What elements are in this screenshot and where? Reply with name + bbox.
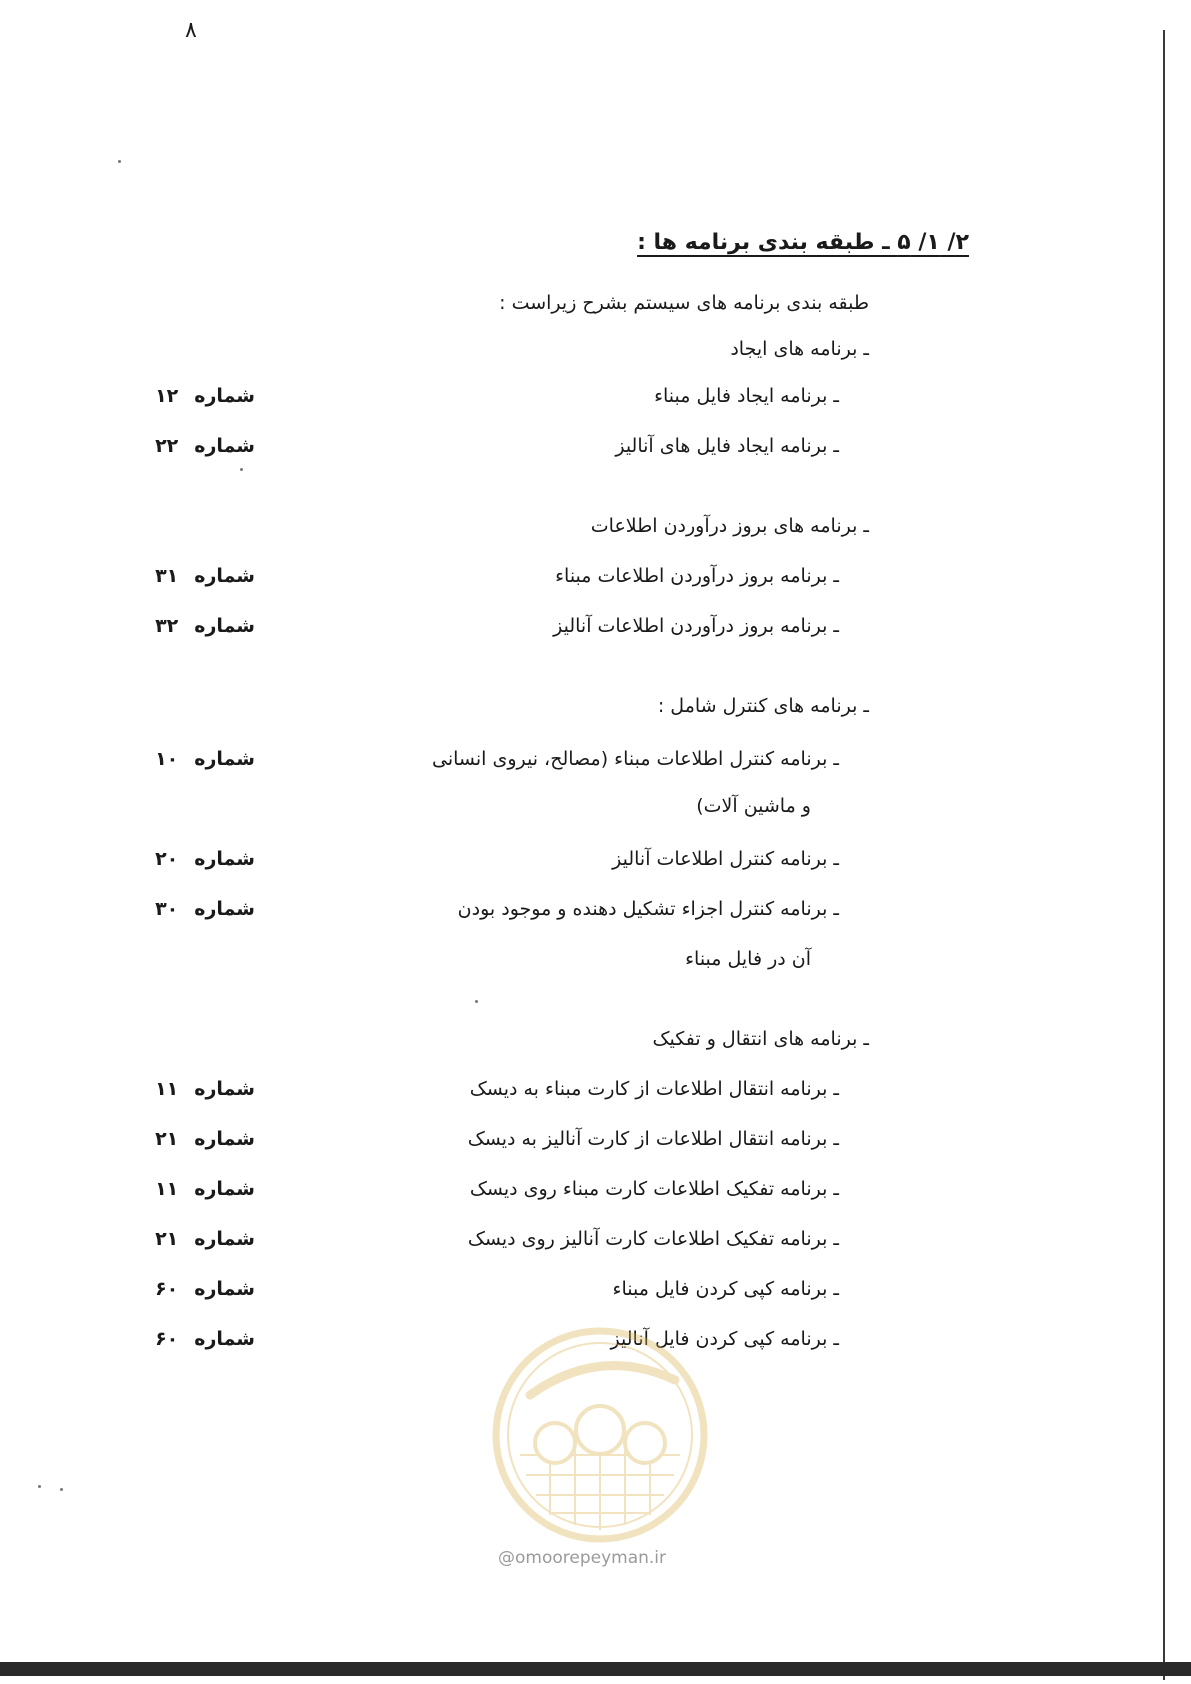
watermark-url: @omoorepeyman.ir <box>498 1548 667 1568</box>
number-label: شماره <box>194 1278 255 1300</box>
list-item: ـ برنامه کنترل اطلاعات آنالیز <box>612 848 839 870</box>
margin-rule <box>1163 30 1165 1680</box>
number-label: شماره <box>194 565 255 587</box>
number-value: ۶۰ <box>155 1278 179 1300</box>
program-number <box>135 1278 255 1300</box>
number-value: ۱۱ <box>155 1178 179 1200</box>
list-item: ـ برنامه بروز درآوردن اطلاعات مبناء <box>555 565 839 587</box>
program-number <box>135 615 255 637</box>
number-value: ۲۱ <box>155 1228 179 1250</box>
number-value: ۳۱ <box>155 565 179 587</box>
intro-text: طبقه بندی برنامه های سیستم بشرح زیراست : <box>499 292 869 314</box>
group-title: ـ برنامه های کنترل شامل : <box>657 695 869 717</box>
number-value: ۱۰ <box>155 748 179 770</box>
list-item-continuation: و ماشین آلات) <box>696 795 811 817</box>
program-number <box>135 848 255 870</box>
number-value: ۲۰ <box>155 848 179 870</box>
group-title: ـ برنامه های انتقال و تفکیک <box>652 1028 869 1050</box>
scan-speck <box>118 160 121 163</box>
number-label: شماره <box>194 848 255 870</box>
number-value: ۱۱ <box>155 1078 179 1100</box>
list-item: ـ برنامه کپی کردن فایل مبناء <box>612 1278 839 1300</box>
scan-bottom-edge <box>0 1662 1191 1676</box>
list-item: ـ برنامه انتقال اطلاعات از کارت مبناء به دیسک <box>469 1078 839 1100</box>
group-title: ـ برنامه های ایجاد <box>730 338 869 360</box>
number-label: شماره <box>194 1178 255 1200</box>
scan-speck <box>60 1488 63 1491</box>
number-value: ۱۲ <box>155 385 179 407</box>
list-item: ـ برنامه تفکیک اطلاعات کارت مبناء روی دیسک <box>469 1178 839 1200</box>
scan-speck <box>475 1000 478 1003</box>
number-label: شماره <box>194 435 255 457</box>
list-item: ـ برنامه کنترل اجزاء تشکیل دهنده و موجود بودن <box>457 898 839 920</box>
number-value: ۳۲ <box>155 615 179 637</box>
list-item: ـ برنامه کنترل اطلاعات مبناء (مصالح، نیروی انسانی <box>432 748 839 770</box>
program-number <box>135 565 255 587</box>
number-label: شماره <box>194 898 255 920</box>
number-value: ۶۰ <box>155 1328 179 1350</box>
group-title: ـ برنامه های بروز درآوردن اطلاعات <box>590 515 869 537</box>
program-number <box>135 1178 255 1200</box>
scan-speck <box>38 1485 41 1488</box>
number-label: شماره <box>194 1078 255 1100</box>
program-number <box>135 385 255 407</box>
number-label: شماره <box>194 615 255 637</box>
number-label: شماره <box>194 1128 255 1150</box>
list-item: ـ برنامه ایجاد فایل های آنالیز <box>615 435 839 457</box>
number-label: شماره <box>194 385 255 407</box>
list-item-continuation: آن در فایل مبناء <box>685 948 811 970</box>
program-number <box>135 1128 255 1150</box>
program-number <box>135 898 255 920</box>
program-number <box>135 435 255 457</box>
number-label: شماره <box>194 1228 255 1250</box>
page-number: ۸ <box>185 18 197 43</box>
number-value: ۲۱ <box>155 1128 179 1150</box>
number-label: شماره <box>194 1328 255 1350</box>
number-label: شماره <box>194 748 255 770</box>
list-item: ـ برنامه بروز درآوردن اطلاعات آنالیز <box>553 615 839 637</box>
watermark-seal-icon <box>490 1325 710 1545</box>
program-number <box>135 1078 255 1100</box>
list-item: ـ برنامه تفکیک اطلاعات کارت آنالیز روی دیسک <box>467 1228 839 1250</box>
list-item: ـ برنامه کپی کردن فایل آنالیز <box>610 1328 839 1350</box>
list-item: ـ برنامه ایجاد فایل مبناء <box>654 385 839 407</box>
scan-speck <box>240 468 243 471</box>
program-number <box>135 1328 255 1350</box>
section-heading: ۲/ ۱/ ۵ ـ طبقه بندی برنامه ها : <box>637 230 969 255</box>
program-number <box>135 748 255 770</box>
number-value: ۲۲ <box>155 435 179 457</box>
program-number <box>135 1228 255 1250</box>
list-item: ـ برنامه انتقال اطلاعات از کارت آنالیز به دیسک <box>467 1128 839 1150</box>
number-value: ۳۰ <box>155 898 179 920</box>
